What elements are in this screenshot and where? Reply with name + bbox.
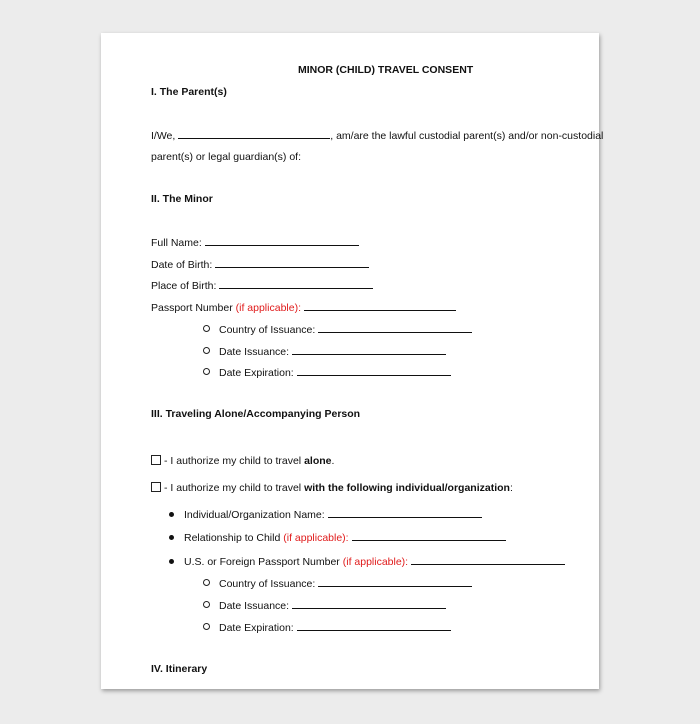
org-name-label: Individual/Organization Name: — [184, 509, 325, 521]
passport-if-applicable: (if applicable): — [235, 302, 301, 314]
minor-issuance-field[interactable] — [292, 345, 446, 355]
circle-bullet-icon — [203, 347, 210, 354]
passport-row — [151, 301, 456, 314]
bullet-icon — [169, 512, 174, 517]
document-title: MINOR (CHILD) TRAVEL CONSENT — [298, 64, 474, 76]
minor-country-row — [203, 323, 472, 336]
relationship-if-applicable: (if applicable): — [283, 532, 349, 544]
companion-passport-if-applicable: (if applicable): — [342, 556, 409, 568]
dob-field[interactable] — [215, 258, 369, 268]
pob-label: Place of Birth: — [151, 280, 217, 292]
travel-accompanied-emphasis: with the following individual/organization — [304, 482, 510, 494]
pob-field[interactable] — [219, 279, 373, 289]
passport-label: Passport Number — [151, 302, 233, 314]
passport-field[interactable] — [304, 301, 456, 311]
relationship-label: Relationship to Child — [184, 532, 281, 544]
parents-line-2: parent(s) or legal guardian(s) of: — [151, 151, 301, 163]
circle-bullet-icon — [203, 368, 210, 375]
document-page — [101, 33, 604, 689]
companion-expiration-field[interactable] — [297, 621, 451, 631]
companion-country-label: Country of Issuance: — [219, 578, 316, 590]
full-name-label: Full Name: — [151, 237, 202, 249]
travel-alone-emphasis: alone — [304, 455, 332, 467]
minor-country-field[interactable] — [318, 323, 472, 333]
minor-issuance-label: Date Issuance: — [219, 346, 290, 358]
companion-issuance-label: Date Issuance: — [219, 600, 290, 612]
circle-bullet-icon — [203, 325, 210, 332]
org-name-field[interactable] — [328, 508, 482, 518]
companion-issuance-row — [203, 599, 446, 612]
circle-bullet-icon — [203, 623, 210, 630]
companion-passport-row — [169, 555, 565, 568]
section-minor-heading: II. The Minor — [151, 193, 213, 205]
companion-expiration-label: Date Expiration: — [219, 622, 294, 634]
travel-alone-period: . — [331, 455, 335, 467]
section-traveling-heading: III. Traveling Alone/Accompanying Person — [151, 408, 361, 420]
dob-label: Date of Birth: — [151, 259, 213, 271]
companion-passport-label: U.S. or Foreign Passport Number — [184, 556, 340, 568]
minor-expiration-field[interactable] — [297, 366, 451, 376]
companion-passport-field[interactable] — [411, 555, 565, 565]
parents-prefix: I/We, — [151, 130, 176, 142]
pob-row — [151, 279, 373, 292]
travel-alone-option — [151, 455, 334, 467]
minor-expiration-label: Date Expiration: — [219, 367, 294, 379]
companion-country-field[interactable] — [318, 577, 472, 587]
travel-accompanied-checkbox[interactable] — [151, 482, 161, 492]
dob-row — [151, 258, 369, 271]
relationship-field[interactable] — [352, 531, 506, 541]
org-name-row — [169, 508, 482, 521]
section-itinerary-heading: IV. Itinerary — [151, 663, 208, 675]
circle-bullet-icon — [203, 579, 210, 586]
minor-expiration-row — [203, 366, 451, 379]
companion-country-row — [203, 577, 472, 590]
companion-issuance-field[interactable] — [292, 599, 446, 609]
section-parents-heading: I. The Parent(s) — [151, 86, 227, 98]
full-name-field[interactable] — [205, 236, 359, 246]
parents-suffix: , am/are the lawful custodial parent(s) and/or non-custodial — [330, 130, 604, 142]
travel-accompanied-option — [151, 482, 513, 494]
parent-name-field[interactable] — [178, 129, 330, 139]
relationship-row — [169, 531, 506, 544]
bullet-icon — [169, 535, 174, 540]
travel-accompanied-colon: : — [509, 482, 513, 494]
parents-line-1 — [151, 129, 603, 142]
companion-expiration-row — [203, 621, 451, 634]
minor-country-label: Country of Issuance: — [219, 324, 316, 336]
circle-bullet-icon — [203, 601, 210, 608]
full-name-row — [151, 236, 359, 249]
travel-accompanied-text: - I authorize my child to travel — [164, 482, 302, 494]
travel-alone-checkbox[interactable] — [151, 455, 161, 465]
minor-issuance-row — [203, 345, 446, 358]
travel-alone-text: - I authorize my child to travel — [164, 455, 302, 467]
bullet-icon — [169, 559, 174, 564]
